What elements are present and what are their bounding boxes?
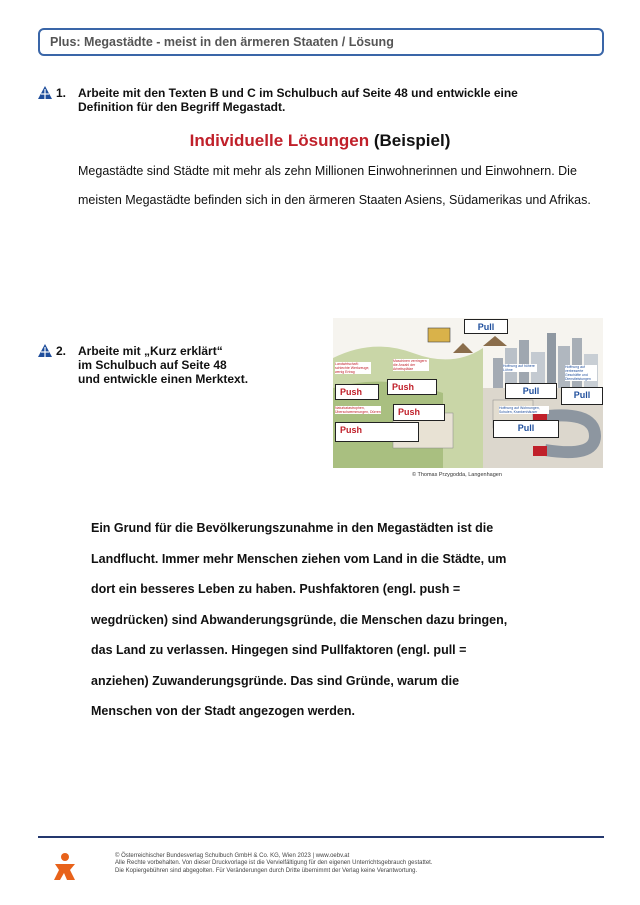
worksheet-title-text: Plus: Megastädte - meist in den ärmeren Staaten / Lösung [50,35,394,49]
task-1-text [78,86,518,114]
pull-label: Pull [561,387,603,405]
push-label: Push [335,384,379,400]
task-2-text [78,344,248,386]
footer-divider [38,836,604,838]
footer-copyright [115,853,433,875]
illustration-caption: Hoffnung auf verbesserte Geschäfte und Dienstleistungen [565,365,597,381]
pull-label: Pull [493,420,559,438]
solution-heading [0,131,640,151]
task-level-icon [38,86,52,99]
task-2-line: und entwickle einen Merktext. [78,372,249,386]
task-level-icon [38,344,52,357]
task-2-line: Arbeite mit „Kurz erklärt“ [78,344,223,358]
solution-heading-main: Individuelle Lösungen [189,131,370,150]
push-label: Push [335,422,419,442]
illustration-credit: © Thomas Przygodda, Langenhagen [412,472,502,478]
illustration-caption: Naturkatastrophen, Überschwemmungen, Dürren [335,406,381,414]
answer-2-line: dort ein besseres Leben zu haben. Pushfaktoren (engl. push = [91,582,461,596]
task-2-line: im Schulbuch auf Seite 48 [78,358,227,372]
illustration-caption: Maschinen verringern die Anzahl der Arbeitsplätze [393,359,429,371]
publisher-logo-icon [52,852,78,882]
push-label: Push [393,404,445,421]
task-2-number: 2. [56,344,67,358]
answer-1-line: meisten Megastädte befinden sich in den ärmeren Staaten Asiens, Südamerikas und Afrikas. [78,193,591,207]
footer-line: © Österreichischer Bundesverlag Schulbuch GmbH & Co. KG, Wien 2023 | www.oebv.at [115,853,350,859]
pull-label: Pull [464,319,508,334]
answer-2-line: wegdrücken) sind Abwanderungsgründe, die Menschen dazu bringen, [91,613,508,627]
push-pull-illustration [333,318,603,483]
illustration-caption: Hoffnung auf Wohnungen, Schulen, Krankenhäuser [499,406,549,414]
task-1-line: Arbeite mit den Texten B und C im Schulbuch auf Seite 48 und entwickle eine [78,86,518,100]
answer-1-line: Megastädte sind Städte mit mehr als zehn Millionen Einwohnerinnen und Einwohnern. Die [78,164,577,178]
footer-line: Die Kopiergebühren sind abgegolten. Für Veränderungen durch Dritte übernimmt der Verlag keine Verantwortung. [115,867,418,874]
answer-2-line: Landflucht. Immer mehr Menschen ziehen vom Land in die Städte, um [91,552,507,566]
solution-heading-suffix: (Beispiel) [369,131,451,150]
illustration-caption: Landwirtschaft: schlechte Werkzeuge, wenig Ertrag [335,362,370,374]
answer-2-line: anziehen) Zuwanderungsgründe. Das sind Gründe, warum die [91,674,460,688]
worksheet-title [38,28,604,56]
answer-2-line: Menschen von der Stadt angezogen werden. [91,704,355,718]
task-1-line: Definition für den Begriff Megastadt. [78,100,286,114]
answer-2-line: Ein Grund für die Bevölkerungszunahme in den Megastädten ist die [91,521,494,535]
footer-line: Alle Rechte vorbehalten. Von dieser Druckvorlage ist die Vervielfältigung für den eigenen Unterrichtsgebrauch gestattet. [115,860,433,867]
answer-2-line: das Land zu verlassen. Hingegen sind Pullfaktoren (engl. pull = [91,643,467,657]
illustration-caption: Hoffnung auf höhere Löhne [503,364,537,372]
push-label: Push [387,379,437,395]
pull-label: Pull [505,383,557,399]
task-1-number: 1. [56,86,67,100]
